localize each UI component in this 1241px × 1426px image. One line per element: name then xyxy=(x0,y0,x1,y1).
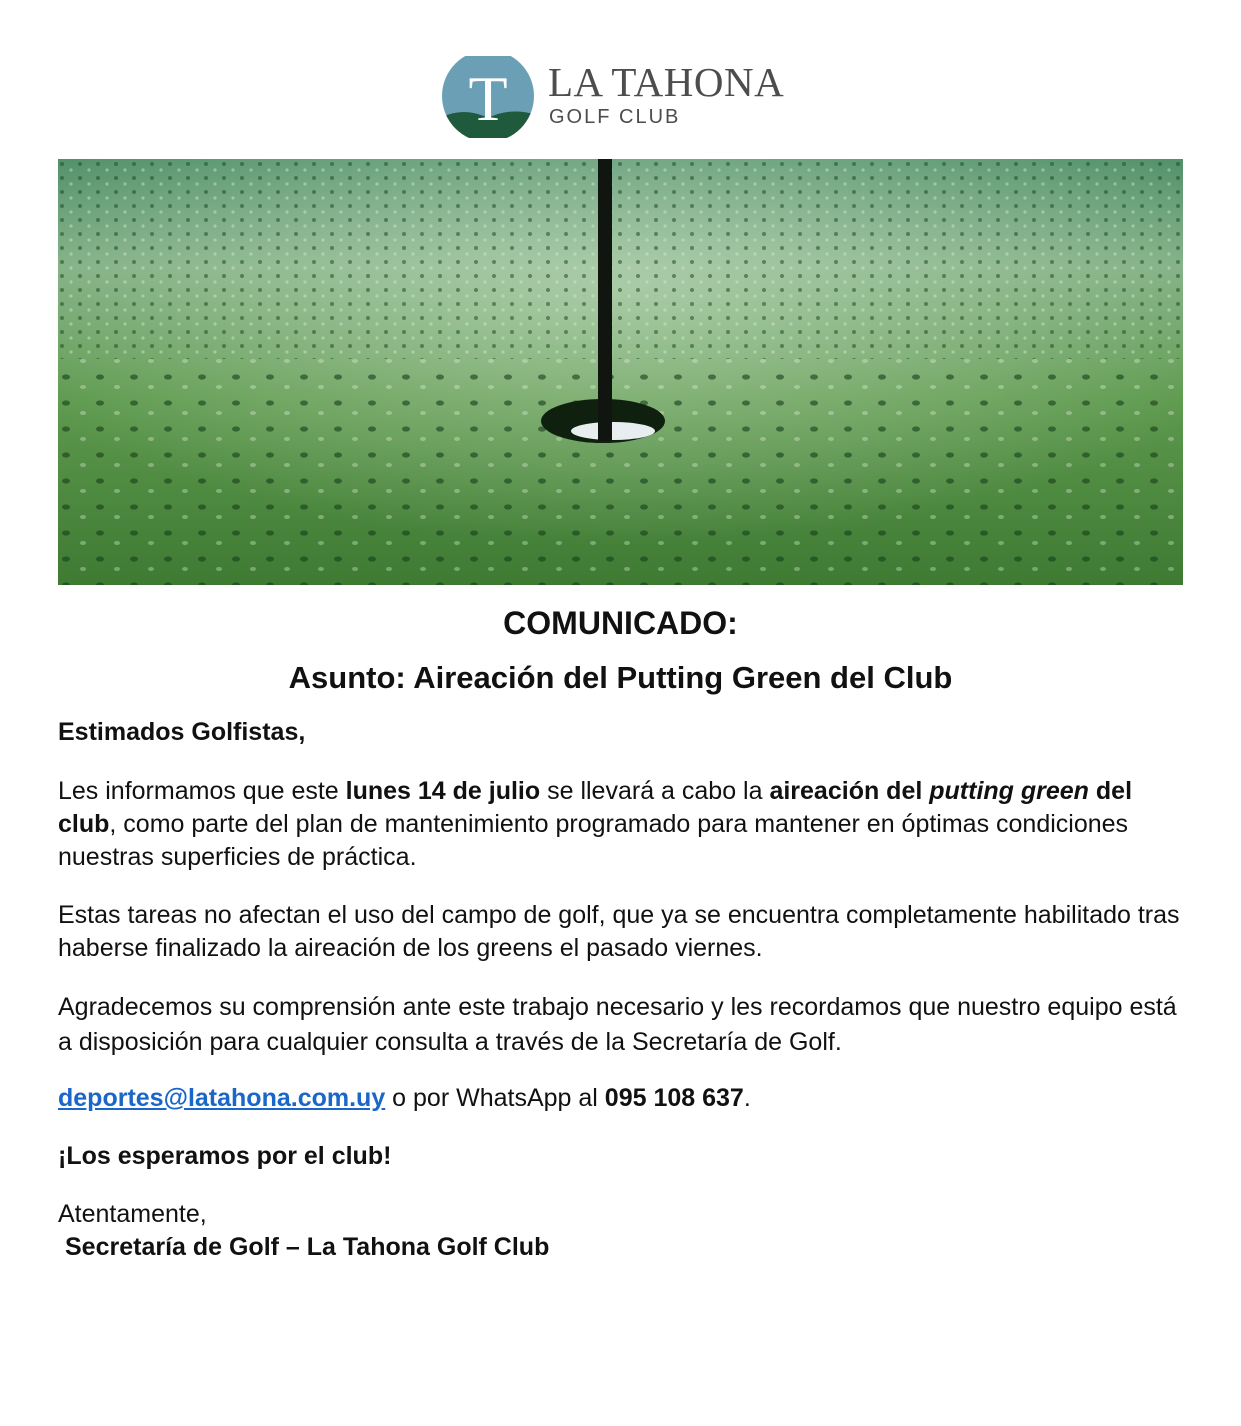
p1-bold-2: del club xyxy=(58,777,1133,838)
signature: Secretaría de Golf – La Tahona Golf Club xyxy=(65,1233,550,1261)
p1-bold-italic: putting green xyxy=(929,777,1089,805)
p1-date: lunes 14 de julio xyxy=(345,777,541,805)
p1-text-2: se llevará a cabo la xyxy=(540,777,770,805)
logo-letter: T xyxy=(468,63,508,134)
contact-end: . xyxy=(743,1084,751,1112)
contact-line xyxy=(58,1082,1188,1115)
announcement-subject: Asunto: Aireación del Putting Green del Club xyxy=(288,660,953,695)
email-link[interactable]: deportes@latahona.com.uy xyxy=(58,1084,386,1112)
signoff: Atentamente, xyxy=(58,1200,207,1228)
whatsapp-number: 095 108 637 xyxy=(604,1084,744,1112)
logo-subname: GOLF CLUB xyxy=(549,106,681,128)
club-logo xyxy=(440,56,810,138)
greeting: Estimados Golfistas, xyxy=(58,718,306,746)
p1-text-3: , como parte del plan de mantenimiento programado para mantener en óptimas condiciones nuestras superficies de práctica. xyxy=(58,810,1129,871)
p1-text-1: Les informamos que este xyxy=(58,777,346,805)
announcement-title: COMUNICADO: xyxy=(503,605,738,641)
closing-line: ¡Los esperamos por el club! xyxy=(58,1142,392,1170)
logo-name: LA TAHONA xyxy=(548,59,785,105)
p1-bold-1: aireación del xyxy=(769,777,930,805)
putting-green-photo xyxy=(58,159,1183,585)
paragraph-thanks: Agradecemos su comprensión ante este trabajo necesario y les recordamos que nuestro equipo está a disposición para cualquier consulta a través de la Secretaría de Golf. xyxy=(58,993,1177,1056)
contact-mid: o por WhatsApp al xyxy=(385,1084,605,1112)
paragraph-aeration-date xyxy=(58,775,1188,874)
logo-emblem-icon xyxy=(440,56,540,138)
paragraph-course-status: Estas tareas no afectan el uso del campo de golf, que ya se encuentra completamente habilitado tras haberse finalizado la aireación de los greens el pasado viernes. xyxy=(58,901,1180,962)
